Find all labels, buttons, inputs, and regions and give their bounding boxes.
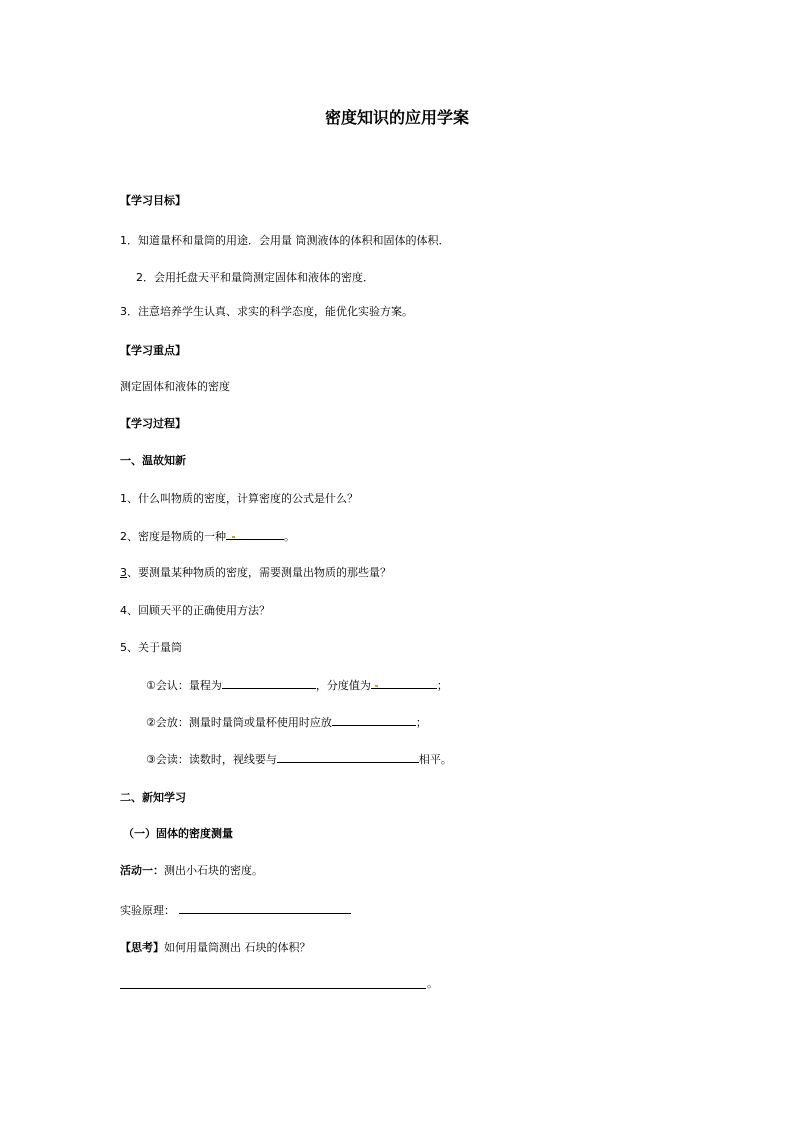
question-3-text: 、要测量某种物质的密度，需要测量出物质的那些量？ <box>127 566 391 579</box>
answer-line[interactable] <box>120 988 426 989</box>
principle-line <box>120 902 351 919</box>
question-3-number: 3 <box>120 566 127 579</box>
question-2 <box>120 528 295 545</box>
placement-blank[interactable] <box>332 714 416 726</box>
question-1: 1、什么叫物质的密度，计算密度的公式是什么？ <box>120 492 358 505</box>
question-5b-suffix: ； <box>415 716 427 729</box>
question-5b-prefix: ②会放：测量时量筒或量杯使用时应放 <box>146 716 332 729</box>
question-5a-prefix: ①会认：量程为 <box>146 679 222 692</box>
think-label: 【思考】 <box>120 941 164 954</box>
principle-label: 实验原理： <box>120 904 175 917</box>
process-heading: 【学习过程】 <box>120 417 186 430</box>
division-blank[interactable] <box>371 677 437 689</box>
question-5: 5、关于量筒 <box>120 641 182 654</box>
question-4: 4、回顾天平的正确使用方法？ <box>120 604 270 617</box>
question-3 <box>120 565 391 581</box>
answer-suffix: 。 <box>427 977 438 990</box>
think-line <box>120 940 311 956</box>
focus-heading: 【学习重点】 <box>120 344 186 357</box>
activity-label: 活动一： <box>120 864 164 877</box>
sightline-blank[interactable] <box>277 751 419 763</box>
question-2-suffix: 。 <box>284 530 295 543</box>
range-blank[interactable] <box>222 677 316 689</box>
sub1-heading: （一）固体的密度测量 <box>123 827 233 840</box>
question-5a-mid: ，分度值为 <box>315 679 371 692</box>
question-5a <box>146 677 448 694</box>
goal-3: 3．注意培养学生认真、求实的科学态度，能优化实验方案。 <box>120 305 413 318</box>
blank-mark <box>375 685 378 687</box>
part2-heading: 二、新知学习 <box>120 791 186 804</box>
goals-heading: 【学习目标】 <box>120 194 186 207</box>
question-2-prefix: 2、密度是物质的一种 <box>120 530 226 543</box>
answer-blank[interactable] <box>226 528 284 540</box>
blank-mark <box>232 536 235 538</box>
principle-blank[interactable] <box>179 902 351 914</box>
question-5c-prefix: ③会读：读数时，视线要与 <box>146 753 277 766</box>
question-5b <box>146 714 427 731</box>
goal-2: 2．会用托盘天平和量筒测定固体和液体的密度． <box>136 271 374 284</box>
goal-1: 1．知道量杯和量筒的用途．会用量 筒测液体的体积和固体的体积． <box>120 234 450 247</box>
page-title: 密度知识的应用学案 <box>324 108 469 127</box>
activity-line <box>120 863 263 879</box>
question-5a-suffix: ； <box>436 679 448 692</box>
focus-text: 测定固体和液体的密度 <box>120 380 230 393</box>
activity-text: 测出小石块的密度。 <box>164 864 263 877</box>
think-text: 如何用量筒测出 石块的体积？ <box>164 941 311 954</box>
question-5c-suffix: 相平。 <box>418 753 452 766</box>
question-5c <box>146 751 452 768</box>
part1-heading: 一、温故知新 <box>120 454 186 467</box>
